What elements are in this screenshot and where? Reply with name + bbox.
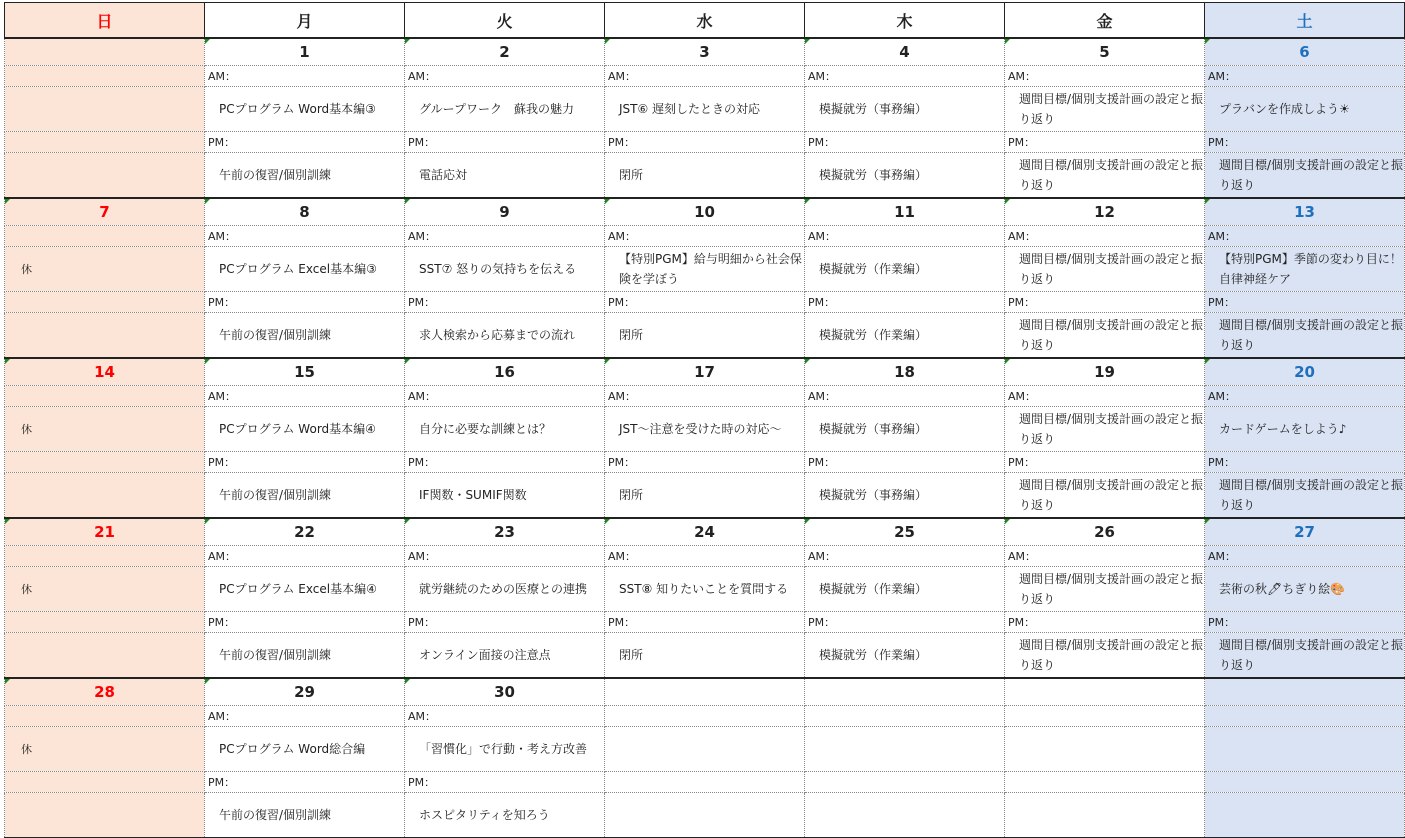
am-label: AM： bbox=[605, 386, 805, 407]
am-program: 週間目標/個別支援計画の設定と振り返り bbox=[1005, 407, 1205, 452]
cell-comment-marker bbox=[805, 519, 810, 524]
cell-comment-marker bbox=[205, 359, 210, 364]
pm-program: 午前の復習/個別訓練 bbox=[205, 793, 405, 838]
cell-comment-marker bbox=[605, 199, 610, 204]
weekday-fri: 金 bbox=[1005, 3, 1205, 39]
am-label: AM： bbox=[1205, 546, 1405, 567]
pm-label-row bbox=[5, 292, 1405, 313]
cell-comment-marker bbox=[205, 679, 210, 684]
pm-label: PM： bbox=[1005, 612, 1205, 633]
am-program: グループワーク 蘇我の魅力 bbox=[405, 87, 605, 132]
cell-comment-marker bbox=[805, 39, 810, 44]
sunday-cell bbox=[5, 292, 205, 313]
sunday-cell bbox=[5, 313, 205, 359]
pm-label: PM： bbox=[405, 292, 605, 313]
am-label-row bbox=[5, 386, 1405, 407]
pm-program: 閉所 bbox=[605, 473, 805, 519]
pm-label: PM： bbox=[805, 132, 1005, 153]
am-label: AM： bbox=[405, 66, 605, 87]
cell-comment-marker bbox=[805, 199, 810, 204]
week-date-row bbox=[5, 518, 1405, 546]
am-program: SST⑦ 怒りの気持ちを伝える bbox=[405, 247, 605, 292]
sunday-cell bbox=[5, 226, 205, 247]
am-label: AM： bbox=[1005, 386, 1205, 407]
day-number: 15 bbox=[205, 358, 405, 386]
pm-program: 模擬就労（作業編） bbox=[805, 313, 1005, 359]
am-label: AM： bbox=[405, 706, 605, 727]
am-program: 模擬就労（事務編） bbox=[805, 407, 1005, 452]
am-label bbox=[1205, 706, 1405, 727]
am-label-row bbox=[5, 546, 1405, 567]
am-label-row bbox=[5, 706, 1405, 727]
sunday-cell bbox=[5, 66, 205, 87]
pm-program-row bbox=[5, 473, 1405, 519]
pm-label: PM： bbox=[1005, 292, 1205, 313]
pm-program: 午前の復習/個別訓練 bbox=[205, 313, 405, 359]
sunday-cell bbox=[5, 473, 205, 519]
cell-comment-marker bbox=[5, 199, 10, 204]
pm-program-row bbox=[5, 633, 1405, 679]
pm-label: PM： bbox=[805, 612, 1005, 633]
am-label: AM： bbox=[605, 546, 805, 567]
am-program-row bbox=[5, 87, 1405, 132]
cell-comment-marker bbox=[1205, 199, 1210, 204]
holiday-note: 休 bbox=[5, 407, 205, 452]
day-number: 11 bbox=[805, 198, 1005, 226]
am-program: カードゲームをしよう♪ bbox=[1205, 407, 1405, 452]
am-program: プラバンを作成しよう☀ bbox=[1205, 87, 1405, 132]
cell-comment-marker bbox=[405, 519, 410, 524]
day-number: 5 bbox=[1005, 38, 1205, 66]
pm-label: PM： bbox=[405, 772, 605, 793]
am-label: AM： bbox=[1005, 226, 1205, 247]
am-program bbox=[1005, 727, 1205, 772]
am-program: SST⑧ 知りたいことを質問する bbox=[605, 567, 805, 612]
sunday-cell bbox=[5, 772, 205, 793]
day-number: 7 bbox=[5, 198, 205, 226]
day-number: 24 bbox=[605, 518, 805, 546]
am-label bbox=[805, 706, 1005, 727]
am-program bbox=[805, 727, 1005, 772]
am-label-row bbox=[5, 66, 1405, 87]
pm-label: PM： bbox=[205, 452, 405, 473]
sunday-cell bbox=[5, 793, 205, 838]
day-number bbox=[805, 678, 1005, 706]
pm-label bbox=[1005, 772, 1205, 793]
cell-comment-marker bbox=[205, 39, 210, 44]
am-label: AM： bbox=[405, 546, 605, 567]
pm-label: PM： bbox=[805, 452, 1005, 473]
cell-comment-marker bbox=[405, 679, 410, 684]
sunday-cell bbox=[5, 87, 205, 132]
pm-label: PM： bbox=[605, 292, 805, 313]
am-program: PCプログラム Excel基本編④ bbox=[205, 567, 405, 612]
cell-comment-marker bbox=[205, 199, 210, 204]
pm-program: オンライン面接の注意点 bbox=[405, 633, 605, 679]
weekday-sun: 日 bbox=[5, 3, 205, 39]
day-number: 8 bbox=[205, 198, 405, 226]
pm-program: 閉所 bbox=[605, 153, 805, 199]
pm-label: PM： bbox=[405, 612, 605, 633]
pm-label: PM： bbox=[1205, 452, 1405, 473]
am-label bbox=[1005, 706, 1205, 727]
weekday-header-row bbox=[5, 3, 1405, 39]
pm-label: PM： bbox=[1205, 132, 1405, 153]
sunday-cell bbox=[5, 452, 205, 473]
pm-label: PM： bbox=[1205, 292, 1405, 313]
day-number bbox=[1005, 678, 1205, 706]
pm-label: PM： bbox=[205, 772, 405, 793]
pm-program: 午前の復習/個別訓練 bbox=[205, 633, 405, 679]
pm-program bbox=[1205, 793, 1405, 838]
day-number: 13 bbox=[1205, 198, 1405, 226]
pm-label-row bbox=[5, 772, 1405, 793]
monthly-calendar bbox=[4, 2, 1405, 838]
day-number: 30 bbox=[405, 678, 605, 706]
pm-label bbox=[805, 772, 1005, 793]
pm-label: PM： bbox=[605, 452, 805, 473]
am-label: AM： bbox=[205, 226, 405, 247]
pm-program bbox=[1005, 793, 1205, 838]
pm-label: PM： bbox=[205, 132, 405, 153]
am-program: 「習慣化」で行動・考え方改善 bbox=[405, 727, 605, 772]
week-date-row bbox=[5, 358, 1405, 386]
cell-comment-marker bbox=[1205, 519, 1210, 524]
pm-program: 求人検索から応募までの流れ bbox=[405, 313, 605, 359]
day-number: 10 bbox=[605, 198, 805, 226]
am-label: AM： bbox=[605, 66, 805, 87]
am-label: AM： bbox=[205, 386, 405, 407]
pm-program: IF関数・SUMIF関数 bbox=[405, 473, 605, 519]
pm-label: PM： bbox=[805, 292, 1005, 313]
pm-label: PM： bbox=[605, 612, 805, 633]
am-label-row bbox=[5, 226, 1405, 247]
weekday-mon: 月 bbox=[205, 3, 405, 39]
weekday-wed: 水 bbox=[605, 3, 805, 39]
pm-program: 週間目標/個別支援計画の設定と振り返り bbox=[1005, 473, 1205, 519]
pm-label: PM： bbox=[405, 452, 605, 473]
am-program: 週間目標/個別支援計画の設定と振り返り bbox=[1005, 87, 1205, 132]
day-number: 18 bbox=[805, 358, 1005, 386]
pm-program: 模擬就労（作業編） bbox=[805, 633, 1005, 679]
am-program: 週間目標/個別支援計画の設定と振り返り bbox=[1005, 567, 1205, 612]
day-number: 12 bbox=[1005, 198, 1205, 226]
am-program: 模擬就労（事務編） bbox=[805, 87, 1005, 132]
day-number: 22 bbox=[205, 518, 405, 546]
week-date-row bbox=[5, 38, 1405, 66]
am-label: AM： bbox=[805, 546, 1005, 567]
weekday-sat: 土 bbox=[1205, 3, 1405, 39]
pm-label: PM： bbox=[205, 612, 405, 633]
pm-program: 週間目標/個別支援計画の設定と振り返り bbox=[1205, 153, 1405, 199]
week-date-row bbox=[5, 198, 1405, 226]
day-number: 20 bbox=[1205, 358, 1405, 386]
holiday-note: 休 bbox=[5, 727, 205, 772]
pm-program: 週間目標/個別支援計画の設定と振り返り bbox=[1005, 153, 1205, 199]
am-program: 就労継続のための医療との連携 bbox=[405, 567, 605, 612]
sunday-cell bbox=[5, 386, 205, 407]
cell-comment-marker bbox=[1005, 519, 1010, 524]
am-label: AM： bbox=[805, 66, 1005, 87]
weekday-thu: 木 bbox=[805, 3, 1005, 39]
am-program bbox=[605, 727, 805, 772]
pm-program bbox=[805, 793, 1005, 838]
am-label: AM： bbox=[1205, 226, 1405, 247]
pm-label bbox=[605, 772, 805, 793]
day-number: 3 bbox=[605, 38, 805, 66]
pm-label-row bbox=[5, 612, 1405, 633]
am-program: PCプログラム Excel基本編③ bbox=[205, 247, 405, 292]
am-label: AM： bbox=[1005, 546, 1205, 567]
am-program: 週間目標/個別支援計画の設定と振り返り bbox=[1005, 247, 1205, 292]
am-program-row bbox=[5, 247, 1405, 292]
am-label: AM： bbox=[1005, 66, 1205, 87]
cell-comment-marker bbox=[805, 359, 810, 364]
am-label: AM： bbox=[805, 226, 1005, 247]
cell-comment-marker bbox=[1005, 39, 1010, 44]
am-program: PCプログラム Word基本編③ bbox=[205, 87, 405, 132]
pm-program: ホスピタリティを知ろう bbox=[405, 793, 605, 838]
day-number: 17 bbox=[605, 358, 805, 386]
am-label: AM： bbox=[205, 546, 405, 567]
cell-comment-marker bbox=[5, 519, 10, 524]
pm-program-row bbox=[5, 313, 1405, 359]
pm-program-row bbox=[5, 793, 1405, 838]
pm-program: 週間目標/個別支援計画の設定と振り返り bbox=[1005, 633, 1205, 679]
week-date-row bbox=[5, 678, 1405, 706]
pm-label: PM： bbox=[1205, 612, 1405, 633]
cell-comment-marker bbox=[5, 679, 10, 684]
pm-program: 閉所 bbox=[605, 633, 805, 679]
am-program-row bbox=[5, 407, 1405, 452]
day-number: 29 bbox=[205, 678, 405, 706]
cell-comment-marker bbox=[5, 359, 10, 364]
day-number: 26 bbox=[1005, 518, 1205, 546]
pm-label: PM： bbox=[1005, 452, 1205, 473]
day-number: 27 bbox=[1205, 518, 1405, 546]
am-label: AM： bbox=[205, 66, 405, 87]
day-number: 1 bbox=[205, 38, 405, 66]
am-label bbox=[605, 706, 805, 727]
cell-comment-marker bbox=[1005, 359, 1010, 364]
pm-program: 模擬就労（事務編） bbox=[805, 153, 1005, 199]
day-number: 2 bbox=[405, 38, 605, 66]
am-label: AM： bbox=[205, 706, 405, 727]
pm-label: PM： bbox=[405, 132, 605, 153]
pm-label bbox=[1205, 772, 1405, 793]
day-number: 6 bbox=[1205, 38, 1405, 66]
am-program: JST⑥ 遅刻したときの対応 bbox=[605, 87, 805, 132]
pm-program: 閉所 bbox=[605, 313, 805, 359]
am-program: 模擬就労（作業編） bbox=[805, 247, 1005, 292]
day-number: 23 bbox=[405, 518, 605, 546]
day-number bbox=[5, 38, 205, 66]
day-number: 25 bbox=[805, 518, 1005, 546]
cell-comment-marker bbox=[405, 359, 410, 364]
am-program: PCプログラム Word総合編 bbox=[205, 727, 405, 772]
pm-label: PM： bbox=[205, 292, 405, 313]
am-label: AM： bbox=[405, 386, 605, 407]
weekday-tue: 火 bbox=[405, 3, 605, 39]
pm-program: 週間目標/個別支援計画の設定と振り返り bbox=[1205, 473, 1405, 519]
holiday-note: 休 bbox=[5, 567, 205, 612]
pm-program: 週間目標/個別支援計画の設定と振り返り bbox=[1205, 313, 1405, 359]
am-label: AM： bbox=[1205, 386, 1405, 407]
sunday-cell bbox=[5, 612, 205, 633]
pm-program: 午前の復習/個別訓練 bbox=[205, 473, 405, 519]
cell-comment-marker bbox=[1205, 39, 1210, 44]
am-program: JST～注意を受けた時の対応～ bbox=[605, 407, 805, 452]
day-number bbox=[605, 678, 805, 706]
pm-label: PM： bbox=[1005, 132, 1205, 153]
sunday-cell bbox=[5, 633, 205, 679]
cell-comment-marker bbox=[605, 519, 610, 524]
holiday-note: 休 bbox=[5, 247, 205, 292]
pm-program: 週間目標/個別支援計画の設定と振り返り bbox=[1205, 633, 1405, 679]
am-label: AM： bbox=[1205, 66, 1405, 87]
day-number bbox=[1205, 678, 1405, 706]
am-program: 【特別PGM】季節の変わり目に！自律神経ケア bbox=[1205, 247, 1405, 292]
sunday-cell bbox=[5, 132, 205, 153]
am-program: 自分に必要な訓練とは？ bbox=[405, 407, 605, 452]
cell-comment-marker bbox=[605, 359, 610, 364]
day-number: 4 bbox=[805, 38, 1005, 66]
day-number: 19 bbox=[1005, 358, 1205, 386]
pm-label-row bbox=[5, 452, 1405, 473]
cell-comment-marker bbox=[1205, 359, 1210, 364]
am-program bbox=[1205, 727, 1405, 772]
sunday-cell bbox=[5, 546, 205, 567]
day-number: 9 bbox=[405, 198, 605, 226]
pm-program: 電話応対 bbox=[405, 153, 605, 199]
pm-program: 午前の復習/個別訓練 bbox=[205, 153, 405, 199]
cell-comment-marker bbox=[405, 199, 410, 204]
day-number: 14 bbox=[5, 358, 205, 386]
am-program-row bbox=[5, 567, 1405, 612]
cell-comment-marker bbox=[205, 519, 210, 524]
sunday-cell bbox=[5, 153, 205, 199]
am-program: 芸術の秋🖊ちぎり絵🎨 bbox=[1205, 567, 1405, 612]
pm-label-row bbox=[5, 132, 1405, 153]
pm-label: PM： bbox=[605, 132, 805, 153]
pm-program: 週間目標/個別支援計画の設定と振り返り bbox=[1005, 313, 1205, 359]
am-label: AM： bbox=[405, 226, 605, 247]
pm-program: 模擬就労（事務編） bbox=[805, 473, 1005, 519]
am-label: AM： bbox=[805, 386, 1005, 407]
am-label: AM： bbox=[605, 226, 805, 247]
cell-comment-marker bbox=[405, 39, 410, 44]
am-program-row bbox=[5, 727, 1405, 772]
day-number: 28 bbox=[5, 678, 205, 706]
am-program: 【特別PGM】給与明細から社会保険を学ぼう bbox=[605, 247, 805, 292]
day-number: 21 bbox=[5, 518, 205, 546]
day-number: 16 bbox=[405, 358, 605, 386]
cell-comment-marker bbox=[1005, 199, 1010, 204]
am-program: 模擬就労（作業編） bbox=[805, 567, 1005, 612]
pm-program bbox=[605, 793, 805, 838]
sunday-cell bbox=[5, 706, 205, 727]
pm-program-row bbox=[5, 153, 1405, 199]
cell-comment-marker bbox=[605, 39, 610, 44]
am-program: PCプログラム Word基本編④ bbox=[205, 407, 405, 452]
